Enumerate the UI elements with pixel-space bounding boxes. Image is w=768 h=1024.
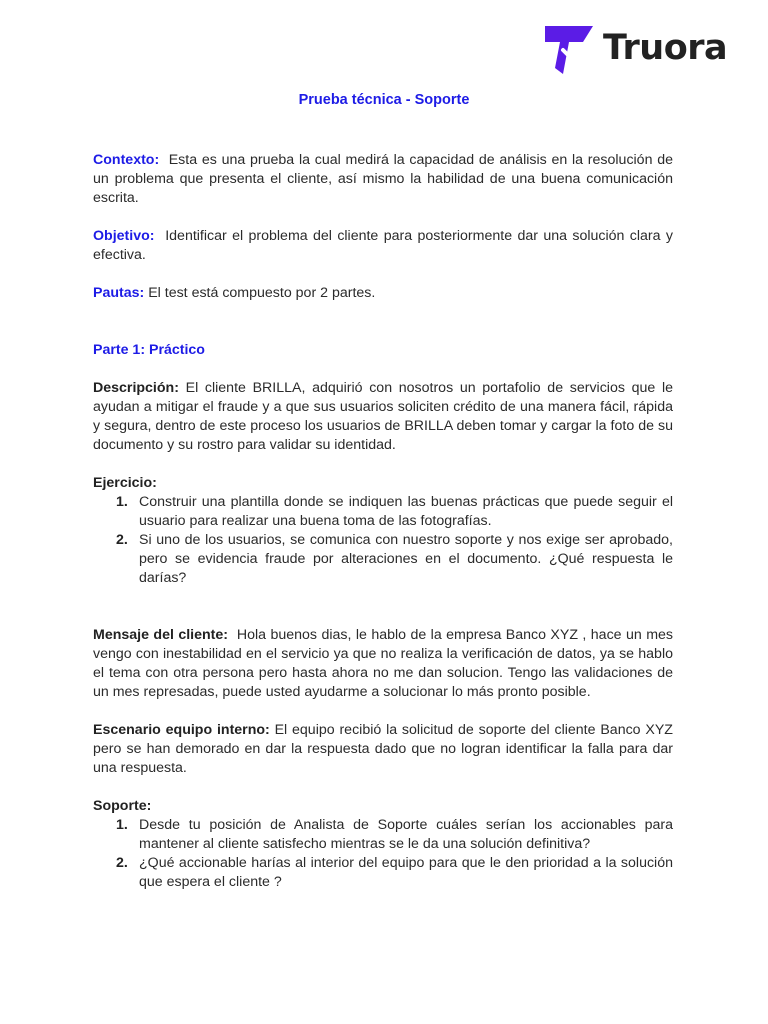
document-title: Prueba técnica - Soporte (298, 92, 470, 108)
descripcion-text: El cliente BRILLA, adquirió con nosotros un portafolio de servicios que le ayudan a mitigar el fraude y a que sus usuarios soliciten crédito de una manera fácil, rápida y segura, dentro de este proceso los usuarios de BRILLA deben tomar y cargar la foto de su documento y su rostro para validar su identidad. (93, 380, 673, 453)
objetivo-paragraph (93, 227, 673, 265)
descripcion-label: Descripción: (93, 380, 179, 396)
list-item-text: Desde tu posición de Analista de Soporte cuáles serían los accionables para mantener al cliente satisfecho mientras se le da una solución definitiva? (139, 817, 673, 852)
contexto-label: Contexto: (93, 152, 160, 168)
list-item-number: 1. (116, 817, 128, 833)
descripcion-paragraph (93, 379, 673, 455)
objetivo-text: Identificar el problema del cliente para posteriormente dar una solución clara y efectiva. (93, 228, 673, 263)
list-item-text: Si uno de los usuarios, se comunica con nuestro soporte y nos exige ser aprobado, pero se evidencia fraude por alteraciones en el documento. ¿Qué respuesta le darías? (139, 532, 673, 586)
soporte-heading: Soporte: (93, 798, 152, 814)
list-item-text: ¿Qué accionable harías al interior del equipo para que le den prioridad a la solución que espera el cliente ? (139, 855, 673, 890)
ejercicio-heading: Ejercicio: (93, 475, 157, 491)
pautas-text: El test está compuesto por 2 partes. (148, 285, 376, 301)
parte1-heading: Parte 1: Práctico (93, 342, 205, 358)
list-item (93, 854, 673, 892)
list-item-number: 1. (116, 494, 128, 510)
list-item-number: 2. (116, 532, 128, 548)
ejercicio-list (93, 493, 673, 588)
mensaje-text: Hola buenos dias, le hablo de la empresa Banco XYZ , hace un mes vengo con inestabilidad en el servicio ya que no realiza la verificación de datos, ya se hablo el tema con otra persona pero hasta ahora no me dan solucion. Tengo las validaciones de un mes represadas, puede usted ayudarme a solucionar lo más pronto posible. (93, 627, 673, 700)
escenario-text: El equipo recibió la solicitud de soporte del cliente Banco XYZ pero se han demorado en dar la respuesta dado que no logran identificar la falla para dar una respuesta. (93, 722, 673, 776)
document-body (93, 151, 673, 892)
truora-logo (543, 24, 743, 76)
list-item-number: 2. (116, 855, 128, 871)
contexto-text: Esta es una prueba la cual medirá la capacidad de análisis en la resolución de un problema que presenta el cliente, así mismo la habilidad de una buena comunicación escrita. (93, 152, 673, 206)
mensaje-label: Mensaje del cliente: (93, 627, 229, 643)
contexto-paragraph (93, 151, 673, 208)
list-item (93, 816, 673, 854)
soporte-list (93, 816, 673, 892)
list-item-text: Construir una plantilla donde se indiquen las buenas prácticas que puede seguir el usuario para realizar una buena toma de las fotografías. (139, 494, 673, 529)
escenario-label: Escenario equipo interno: (93, 722, 270, 738)
objetivo-label: Objetivo: (93, 228, 155, 244)
truora-logo-mark (543, 24, 597, 76)
list-item (93, 531, 673, 588)
truora-logo-text: Truora (603, 28, 728, 68)
escenario-paragraph (93, 721, 673, 778)
list-item (93, 493, 673, 531)
pautas-label: Pautas: (93, 285, 145, 301)
mensaje-paragraph (93, 626, 673, 702)
pautas-paragraph (93, 284, 673, 303)
